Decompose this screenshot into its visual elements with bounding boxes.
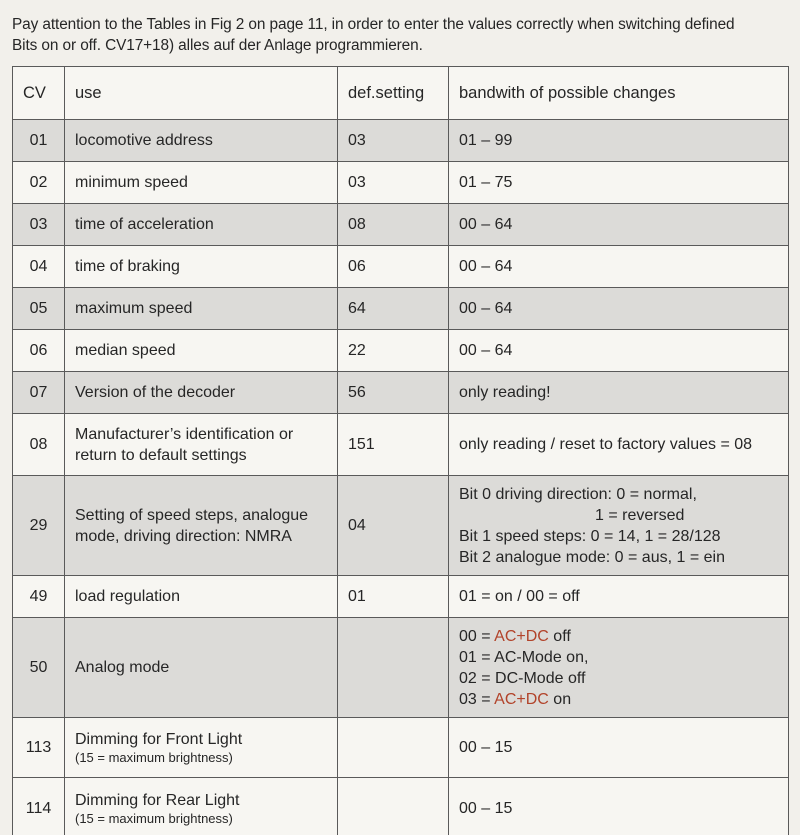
- cv-range: 00 – 64: [449, 246, 789, 288]
- table-row: [13, 372, 789, 414]
- cv-default: 22: [338, 330, 449, 372]
- cv-use-line: Setting of speed steps, analogue: [75, 506, 309, 524]
- table-row: [13, 576, 789, 618]
- cv-use-note: (15 = maximum brightness): [75, 750, 233, 765]
- cv-range-line: 02 = DC-Mode off: [459, 669, 586, 687]
- cv-range-highlight: AC+DC: [494, 627, 549, 645]
- table-row: [13, 288, 789, 330]
- cv-range: 01 – 99: [449, 120, 789, 162]
- cv-number: 01: [13, 120, 65, 162]
- cv-default: 01: [338, 576, 449, 618]
- table-row: [13, 330, 789, 372]
- cv-use: [65, 414, 338, 476]
- cv-range: only reading!: [449, 372, 789, 414]
- cv-number: 50: [13, 618, 65, 718]
- cv-number: 29: [13, 476, 65, 576]
- cv-range: 01 = on / 00 = off: [449, 576, 789, 618]
- cv-range: 00 – 15: [449, 778, 789, 835]
- cv-range: 00 – 64: [449, 330, 789, 372]
- cv-number: 07: [13, 372, 65, 414]
- table-row: [13, 204, 789, 246]
- cv-range: [449, 618, 789, 718]
- cv-default: [338, 618, 449, 718]
- cv-range-line: Bit 2 analogue mode: 0 = aus, 1 = ein: [459, 548, 725, 566]
- cv-number: 49: [13, 576, 65, 618]
- cv-use: load regulation: [65, 576, 338, 618]
- cv-number: 06: [13, 330, 65, 372]
- cv-range-highlight: AC+DC: [494, 690, 549, 708]
- cv-use: time of acceleration: [65, 204, 338, 246]
- cv-use-line: Manufacturer’s identification or: [75, 425, 294, 443]
- cv-use: minimum speed: [65, 162, 338, 204]
- cv-number: 04: [13, 246, 65, 288]
- cv-number: 114: [13, 778, 65, 835]
- table-row: [13, 162, 789, 204]
- cv-use: Version of the decoder: [65, 372, 338, 414]
- cv-use: [65, 476, 338, 576]
- cv-table: [12, 66, 789, 835]
- cv-use: Analog mode: [65, 618, 338, 718]
- cv-default: 06: [338, 246, 449, 288]
- intro-line-2: Bits on or off. CV17+18) alles auf der Anlage programmieren.: [12, 37, 423, 54]
- cv-default: 03: [338, 162, 449, 204]
- cv-default: 151: [338, 414, 449, 476]
- table-row: [13, 120, 789, 162]
- cv-range-prefix: 03 =: [459, 690, 495, 708]
- table-row: [13, 778, 789, 835]
- cv-number: 113: [13, 718, 65, 778]
- header-def-setting: def.setting: [338, 67, 449, 120]
- cv-use-line: Dimming for Front Light: [75, 731, 243, 748]
- table-row: [13, 718, 789, 778]
- table-row: [13, 414, 789, 476]
- cv-default: 64: [338, 288, 449, 330]
- cv-default: [338, 778, 449, 835]
- cv-range-line: [459, 689, 778, 710]
- cv-default: 04: [338, 476, 449, 576]
- cv-default: [338, 718, 449, 778]
- table-row: [13, 476, 789, 576]
- header-cv: CV: [13, 67, 65, 120]
- cv-use-line: mode, driving direction: NMRA: [75, 527, 292, 545]
- header-bandwidth: bandwith of possible changes: [449, 67, 789, 120]
- cv-range-suffix: off: [548, 627, 571, 645]
- intro-text: [12, 14, 792, 56]
- cv-number: 02: [13, 162, 65, 204]
- cv-range-prefix: 00 =: [459, 627, 495, 645]
- cv-range: 00 – 64: [449, 288, 789, 330]
- cv-number: 03: [13, 204, 65, 246]
- cv-use: time of braking: [65, 246, 338, 288]
- cv-use-note: (15 = maximum brightness): [75, 811, 233, 826]
- cv-range: only reading / reset to factory values = 08: [449, 414, 789, 476]
- cv-default: 03: [338, 120, 449, 162]
- intro-line-1: Pay attention to the Tables in Fig 2 on page 11, in order to enter the values correctly when switching defined: [12, 16, 735, 33]
- cv-default: 08: [338, 204, 449, 246]
- cv-use-line: return to default settings: [75, 446, 247, 464]
- cv-use: locomotive address: [65, 120, 338, 162]
- cv-range: 01 – 75: [449, 162, 789, 204]
- cv-range-line: 1 = reversed: [595, 506, 685, 524]
- cv-use-line: Dimming for Rear Light: [75, 792, 240, 809]
- cv-use: maximum speed: [65, 288, 338, 330]
- table-header-row: [13, 67, 789, 120]
- cv-range-line: Bit 1 speed steps: 0 = 14, 1 = 28/128: [459, 527, 721, 545]
- cv-range-line: [459, 626, 778, 647]
- header-use: use: [65, 67, 338, 120]
- cv-range-suffix: on: [548, 690, 572, 708]
- table-row: [13, 246, 789, 288]
- cv-range: 00 – 15: [449, 718, 789, 778]
- cv-range: [449, 476, 789, 576]
- cv-number: 08: [13, 414, 65, 476]
- cv-default: 56: [338, 372, 449, 414]
- cv-use: median speed: [65, 330, 338, 372]
- cv-range-line: Bit 0 driving direction: 0 = normal,: [459, 485, 697, 503]
- cv-range-line: 01 = AC-Mode on,: [459, 648, 589, 666]
- cv-use: [65, 718, 338, 778]
- cv-use: [65, 778, 338, 835]
- table-row: [13, 618, 789, 718]
- cv-number: 05: [13, 288, 65, 330]
- cv-range: 00 – 64: [449, 204, 789, 246]
